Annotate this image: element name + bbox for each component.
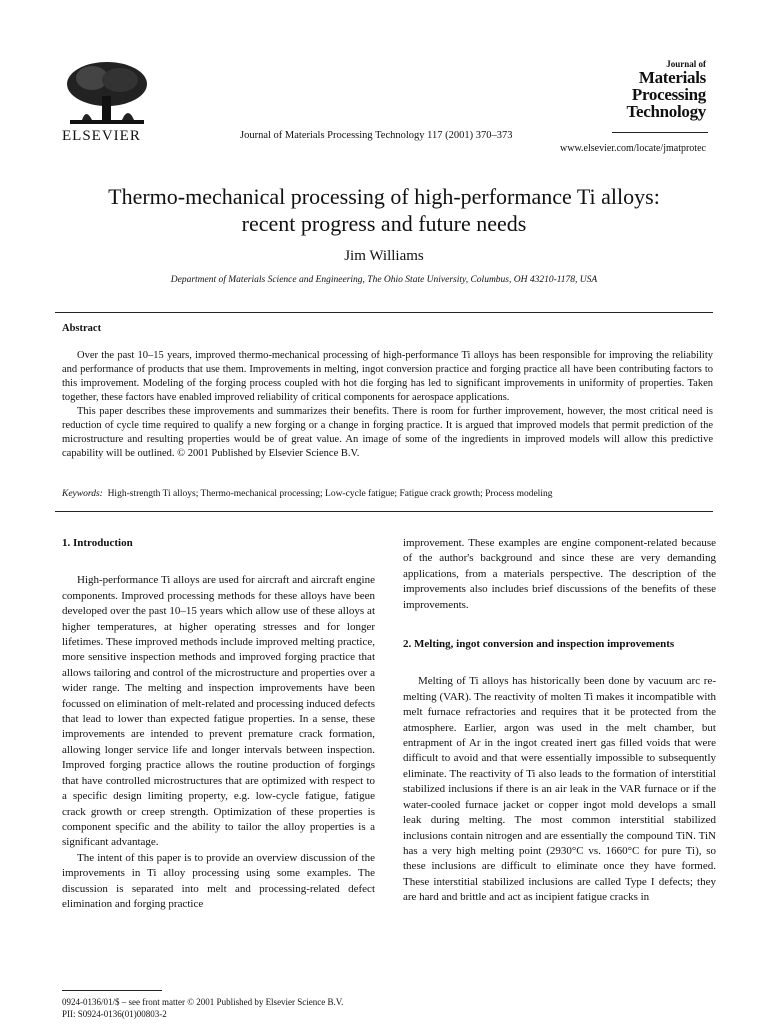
footer-rule: [62, 990, 162, 991]
abstract-heading: Abstract: [62, 323, 102, 334]
pii-identifier: PII: S0924-0136(01)00803-2: [62, 1009, 167, 1019]
elsevier-tree-logo: [62, 60, 152, 130]
article-title: [55, 183, 713, 237]
abstract-paragraph: This paper describes these improvements and summarizes their benefits. There is room for further improvement, however, the most critical need is reduction of cycle time required to qualify a new forging or a change in forging practice. It is argued that improved models that permit prediction of the microstructure and resulting properties would be of great value. An image of some of the ingredients in improved models will allow this predictive capability will be outlined. © 2001 Published by Elsevier Science B.V.: [62, 406, 713, 459]
left-column: [62, 536, 375, 912]
journal-line-3: Technology: [626, 102, 706, 121]
right-column: [403, 536, 716, 906]
keywords-label: Keywords:: [62, 489, 103, 499]
journal-citation: Journal of Materials Processing Technology 117 (2001) 370–373: [240, 130, 513, 141]
journal-line-2: Processing: [631, 85, 706, 104]
front-matter-note: 0924-0136/01/$ – see front matter © 2001 Published by Elsevier Science B.V.: [62, 997, 344, 1007]
body-paragraph: The intent of this paper is to provide an overview discussion of the improvements in Ti alloy processing using some examples. The discussion is separated into melt and processing-related defect elimination and forging practice: [62, 851, 375, 910]
section-heading-introduction: 1. Introduction: [62, 537, 133, 549]
title-line-2: recent progress and future needs: [241, 211, 527, 236]
abstract-top-rule: [55, 312, 713, 313]
keywords-list: High-strength Ti alloys; Thermo-mechanical processing; Low-cycle fatigue; Fatigue crack growth; Process modeling: [107, 489, 553, 499]
body-paragraph: improvement. These examples are engine component-related because of the author's background and since these are very demanding applications, from a materials perspective. The description of the improvements also includes brief discussions of the benefits of these improvements.: [403, 537, 716, 611]
journal-of: Journal of: [666, 59, 706, 69]
author-affiliation: Department of Materials Science and Engineering, The Ohio State University, Columbus, OH 43210-1178, USA: [170, 275, 598, 285]
keywords-line: [62, 489, 713, 499]
title-line-1: Thermo-mechanical processing of high-performance Ti alloys:: [108, 184, 660, 209]
journal-logo-rule: [612, 132, 708, 133]
section-heading-melting: 2. Melting, ingot conversion and inspection improvements: [403, 638, 675, 651]
publisher-name: ELSEVIER: [62, 128, 141, 144]
footer-notes: [62, 996, 343, 1020]
body-paragraph: Melting of Ti alloys has historically been done by vacuum arc re-melting (VAR). The reactivity of molten Ti makes it incompatible with melt furnace refractories and requires that it be protected from the atmosphere. Earlier, argon was used in the melt chamber, but entrapment of Ar in the ingot created inert gas filled voids that were difficult to avoid and that were essentially impossible to subsequently eliminate. The reactivity of Ti also leads to the formation of interstitial stabilized inclusions if there is an air leak in the VAR furnace or if the water-cooled furnace jacket or copper ingot mold develops a small leak during melting. The most common interstitial stabilized inclusions contain nitrogen and are essentially the compound TiN. TiN has a very high melting point (2930°C vs. 1660°C for pure Ti), so these inclusions are difficult to eliminate once they have formed. These interstitial stabilized inclusions are called Type I defects; they are hard and brittle and act as incipient fatigue cracks in: [403, 675, 716, 904]
journal-title-logo: [610, 60, 706, 120]
abstract-body: [62, 349, 713, 461]
body-paragraph: High-performance Ti alloys are used for aircraft and aircraft engine components. Improved processing methods for these alloys have been developed over the past 10–15 years which allow use of these alloys at higher temperatures, at higher operating stresses and for longer lifetimes. These improved methods include improved melting practice, more sensitive inspection methods and improved forging practice that allows tailoring and control of the microstructure and properties over a wider range. The melting and inspection improvements have been focussed on elimination of melt-related and processing induced defects that lead to lower than expected fatigue properties. In a sense, these improvements are intended to prevent premature crack formation, allowing longer service life and longer intervals between inspection. Improved forging practice allows the routine production of forgings that have controlled microstructures that are optimized with respect to a specific design limiting property, e.g. low-cycle fatigue, fatigue crack growth or creep strength. Optimization of these properties is component specific and the ability to tailor the alloy properties is a significant advantage.: [62, 574, 375, 849]
abstract-bottom-rule: [55, 511, 713, 512]
abstract-paragraph: Over the past 10–15 years, improved thermo-mechanical processing of high-performance Ti alloys has been responsible for improving the reliability and performance of products that use them. Improvements in melting, ingot conversion practice and forging practice all have been contributing factors to this improvement. Modeling of the forging process coupled with hot die forging has led to significant improvements in uniformity of properties. Taken together, these factors have enabled improved reliability of critical components for aerospace applications.: [62, 350, 713, 403]
journal-line-1: Materials: [638, 68, 706, 87]
author-name: Jim Williams: [344, 248, 424, 264]
journal-url[interactable]: www.elsevier.com/locate/jmatprotec: [560, 143, 706, 154]
